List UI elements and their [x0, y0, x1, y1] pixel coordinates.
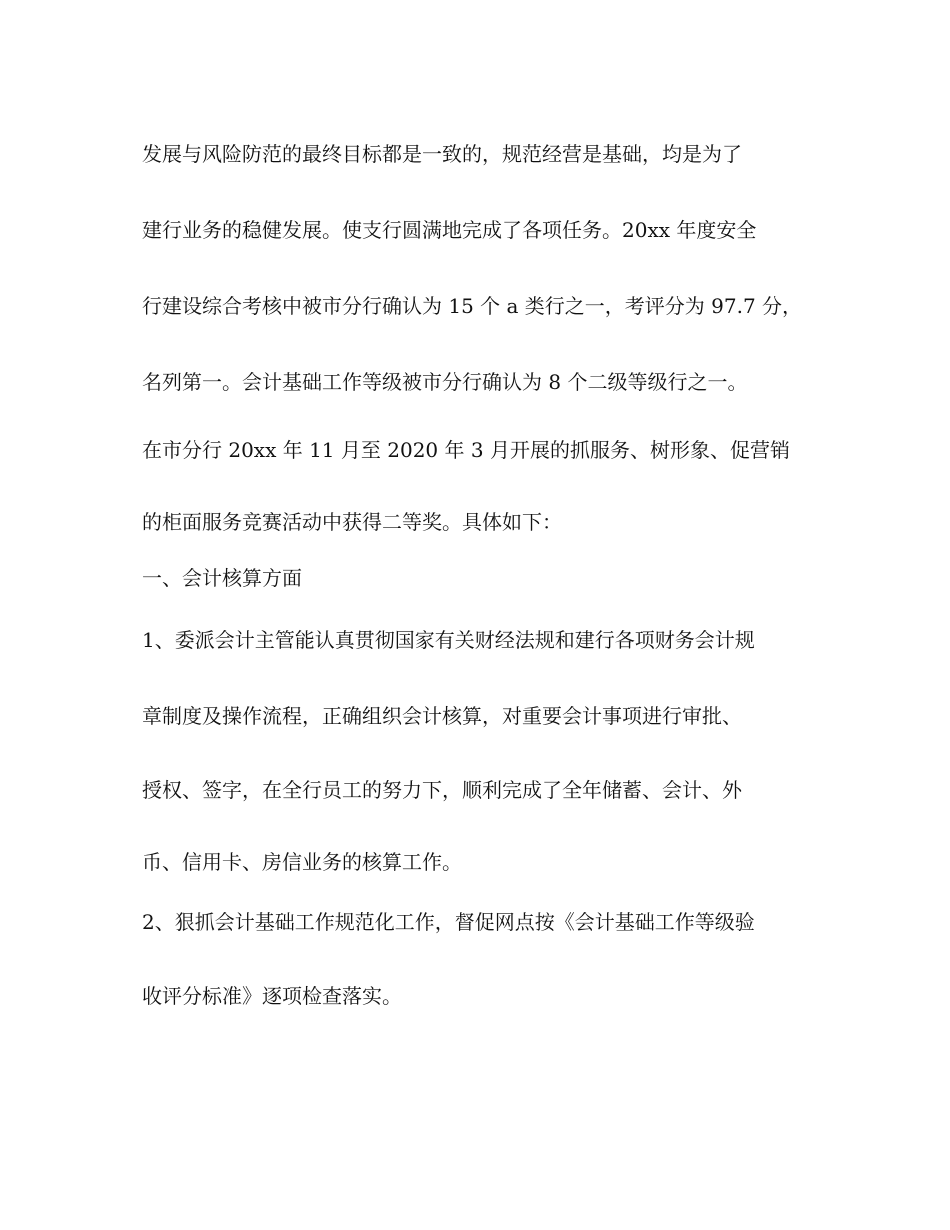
section-heading: 一、会计核算方面 [142, 566, 302, 590]
text-line: 币、信用卡、房信业务的核算工作。 [142, 850, 462, 874]
text-line: 章制度及操作流程，正确组织会计核算，对重要会计事项进行审批、 [142, 704, 742, 728]
text-line: 发展与风险防范的最终目标都是一致的，规范经营是基础，均是为了 [142, 142, 742, 166]
text-line: 收评分标准》逐项检查落实。 [142, 984, 402, 1008]
text-line: 授权、签字，在全行员工的努力下，顺利完成了全年储蓄、会计、外 [142, 778, 742, 802]
text-line: 1、委派会计主管能认真贯彻国家有关财经法规和建行各项财务会计规 [142, 628, 755, 652]
text-line: 名列第一。会计基础工作等级被市分行确认为 8 个二级等级行之一。 [142, 370, 748, 394]
text-line: 的柜面服务竞赛活动中获得二等奖。具体如下： [142, 510, 562, 534]
text-line: 2、狠抓会计基础工作规范化工作，督促网点按《会计基础工作等级验 [142, 910, 755, 934]
text-line: 行建设综合考核中被市分行确认为 15 个 a 类行之一，考评分为 97.7 分， [142, 294, 803, 318]
text-line: 建行业务的稳健发展。使支行圆满地完成了各项任务。20xx 年度安全 [142, 218, 757, 242]
text-line: 在市分行 20xx 年 11 月至 2020 年 3 月开展的抓服务、树形象、促营销 [142, 438, 790, 462]
